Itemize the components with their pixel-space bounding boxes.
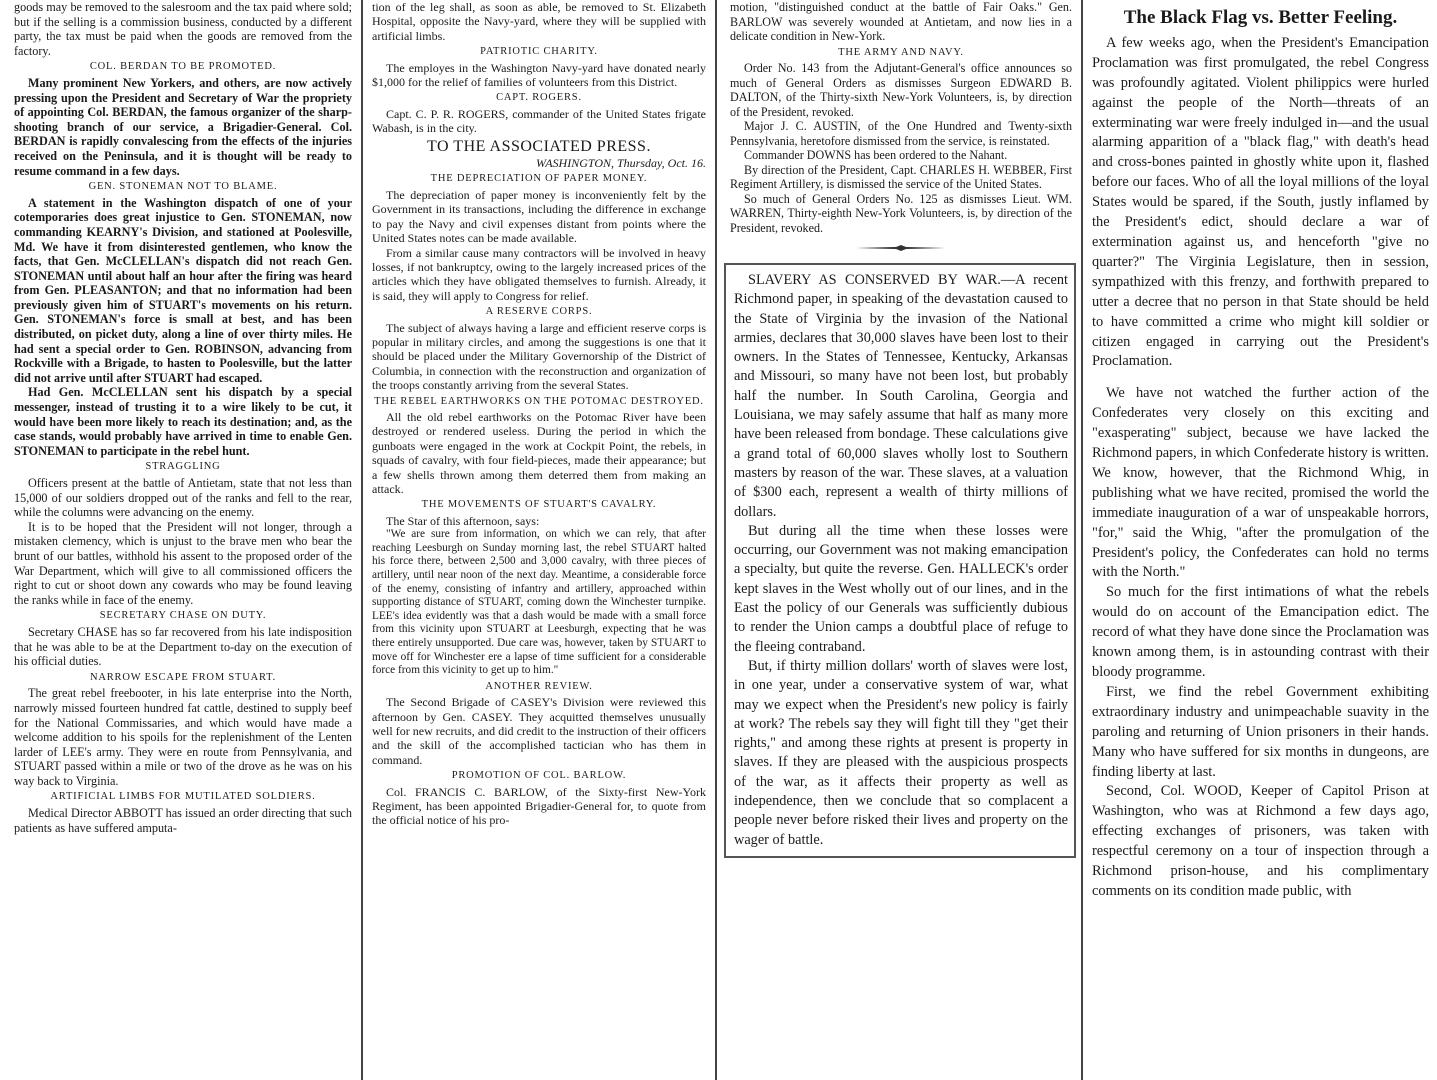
headline: CAPT. ROGERS.: [496, 92, 582, 104]
paragraph: Had Gen. McCLELLAN sent his dispatch by a special messenger, instead of trusting it to a wire likely to be cut, it would have been more likely to reach its destination; and, as the case stands, would probably have arrived in time to enable Gen. STONEMAN to participate in the rebel hunt.: [14, 385, 352, 458]
headline: PROMOTION OF COL. BARLOW.: [451, 770, 627, 782]
headline: A RESERVE CORPS.: [485, 306, 593, 318]
headline: STRAGGLING: [145, 461, 221, 473]
paragraph: A few weeks ago, when the President's Emancipation Proclamation was first promulgated, the rebel Congress was profoundly agitated. Violent philippics were hurled against the people of the North—threats of an exterminating war were freely indulged in—and the usual alarming apparition of a "black flag," with death's head and cross-bones painted in ghostly white upon it, flashed before our faces. Who of all the loyal millions of the loyal States would be spared, if the South, justly inflamed by the President's edict, should declare a war of extermination against us, and henceforth "give no quarter?" The Virginia Legislature, then in session, sympathized with this frenzy, and forthwith prepared to utter a decree that no person in that State should be held to have committed a crime who might kill soldier or citizen engaged in carrying out the President's Proclamation.: [1092, 34, 1429, 370]
paragraph: The depreciation of paper money is inconveniently felt by the Government in its transactions, including the difference in exchange to pay the Navy and civil expenses distant from points where the United States notes can be made available.: [372, 187, 706, 246]
paragraph: Commander DOWNS has been ordered to the Nahant.: [744, 148, 1008, 162]
paragraph: But, if thirty million dollars' worth of slaves were lost, in one year, under a conservative system of war, what may we expect when the President's new policy is fairly at work? The rebels say they will fight till they "get their rights," and among these rights at present is property in slaves. If they are pleased with the auspicious prospects of the war, as it affects their property as well as independence, then we conclude that so complacent a people never before risked their lives and property on the wager of battle.: [734, 657, 1068, 848]
article-title: The Black Flag vs. Better Feeling.: [1123, 7, 1398, 28]
paragraph: So much for the first intimations of what the rebels would do on account of the Emancipation edict. The record of what they have done since the Proclamation was known among them, is in astounding contrast with their bloody programme.: [1092, 584, 1429, 680]
headline: SECRETARY CHASE ON DUTY.: [99, 610, 267, 622]
paragraph: A statement in the Washington dispatch of one of your cotemporaries does great injustice to Gen. STONEMAN, now commanding KEARNY's Division, and stationed at Poolesville, Md. We have it from disinterested gentlemen, who know the facts, that Gen. McCLELLAN's dispatch did not reach Gen. STONEMAN until about half an hour after the firing was heard from Gen. PLEASANTON; and that no information had been previously given him of STUART's movements on his return. Gen. STONEMAN's force is small at best, and has been distributed, on picket duty, along a line of over thirty miles. He had sent a special order to Gen. ROBINSON, advancing from Rockville with a Brigade, to hasten to Poolesville, but the latter did not arrive until after STUART had escaped.: [14, 195, 352, 385]
ornamental-separator: [730, 241, 1072, 249]
column-4: [1084, 0, 1437, 1080]
paragraph: First, we find the rebel Government exhibiting extraordinary industry and unimpeachable suavity in the paroling and returning of Union prisoners in their hands. Many who have suffered for six months in dungeons, are finding liberty at last.: [1092, 683, 1429, 780]
boxed-article: [724, 263, 1076, 858]
headline: ARTIFICIAL LIMBS FOR MUTILATED SOLDIERS.: [50, 791, 316, 803]
paragraph: goods may be removed to the salesroom and the tax paid where sold; but if the selling is a commission business, conducted by a different party, the tax must be paid when the goods are removed from the factory.: [14, 0, 352, 58]
column-1: [0, 0, 360, 1080]
column-rule: [715, 0, 717, 1080]
paragraph: The Second Brigade of CASEY's Division were reviewed this afternoon by Gen. CASEY. They acquitted themselves unusually well for new recruits, and did credit to the instruction of their officers and the skill of the accomplished tactician who has them in command.: [372, 695, 706, 767]
headline: THE ARMY AND NAVY.: [838, 46, 964, 58]
paragraph: Second, Col. WOOD, Keeper of Capitol Prison at Washington, who was at Richmond a few days ago, effecting exchanges of prisoners, was taken with respectful ceremony on a tour of inspection through a Richmond prison-house, and his complimentary comments on its condition made public, with: [1092, 783, 1429, 899]
headline: THE REBEL EARTHWORKS ON THE POTOMAC DESTROYED.: [374, 395, 704, 407]
paragraph: By direction of the President, Capt. CHARLES H. WEBBER, First Regiment Artillery, is dismissed the service of the United States.: [730, 162, 1072, 191]
column-rule: [361, 0, 363, 1080]
paragraph: motion, "distinguished conduct at the battle of Fair Oaks." Gen. BARLOW was severely wounded at Antietam, and now lies in a delicate condition in New-York.: [730, 0, 1072, 43]
paragraph: Major J. C. AUSTIN, of the One Hundred and Twenty-sixth Pennsylvania, heretofore dismissed from the service, is reinstated.: [730, 119, 1072, 148]
paragraph: Col. FRANCIS C. BARLOW, of the Sixty-first New-York Regiment, has been appointed Brigadier-General for, to quote from the official notice of his pro-: [372, 784, 706, 828]
headline: NARROW ESCAPE FROM STUART.: [89, 671, 277, 683]
paragraph: Many prominent New Yorkers, and others, are now actively pressing upon the President and Secretary of War the propriety of appointing Col. BERDAN, the famous organizer of the sharp-shooting branch of our service, a Brigadier-General. Col. BERDAN is rapidly convalescing from the effects of the injuries received on the Peninsula, and it is thought will be ready to resume command in a few days.: [14, 75, 352, 178]
headline: ANOTHER REVIEW.: [485, 680, 593, 692]
paragraph: Secretary CHASE has so far recovered from his late indisposition that he was able to be at the Department to-day on the execution of his official duties.: [14, 624, 352, 669]
paragraph: The Star of this afternoon, says:: [386, 513, 540, 528]
paragraph: So much of General Orders No. 125 as dismisses Lieut. WM. WARREN, Thirty-eighth New-York Volunteers, is, by direction of the President, revoked.: [730, 191, 1072, 235]
headline: PATRIOTIC CHARITY.: [480, 46, 598, 58]
section-headline: TO THE ASSOCIATED PRESS.: [427, 137, 651, 155]
paragraph: The great rebel freebooter, in his late enterprise into the North, narrowly missed fourteen hundred fat cattle, destined to supply beef for the National Commissaries, and which would have made a welcome addition to his spoils for the replenishment of the Lenten larder of LEE's army. They were en route from Pennsylvania, and STUART passed within a mile or two of the drove as he was on his way back to Virginia.: [14, 686, 352, 788]
headline: GEN. STONEMAN NOT TO BLAME.: [88, 181, 278, 193]
paragraph: But during all the time when these losses were occurring, our Government was not making emancipation a specialty, but quite the reverse. Gen. HALLECK's order kept slaves in the West wholly out of our lines, and in the East the policy of our Generals was sufficiently dubious to render the Union camps a doubtful place of refuge to the fleeing contraband.: [734, 522, 1068, 655]
paragraph: tion of the leg shall, as soon as able, be removed to St. Elizabeth Hospital, opposite the Navy-yard, where they will be supplied with artificial limbs.: [372, 0, 706, 43]
paragraph: Order No. 143 from the Adjutant-General's office announces so much of General Orders as dismisses Surgeon EDWARD B. DALTON, of the Thirty-sixth New-York Volunteers, is, by direction of the President, revoked.: [730, 61, 1072, 119]
headline: COL. BERDAN TO BE PROMOTED.: [89, 61, 277, 73]
spacer: [1092, 372, 1429, 384]
paragraph: All the old rebel earthworks on the Potomac River have been destroyed or rendered useless. During the period in which the gunboats were engaged in the work at Cockpit Point, the rebels, in squads of cavalry, with four field-pieces, made their appearance; but a few shells thrown among them deterred them from making an attack.: [372, 409, 706, 496]
paragraph: Medical Director ABBOTT has issued an order directing that such patients as have suffered amputa-: [14, 806, 352, 835]
dateline: WASHINGTON, Thursday, Oct. 16.: [536, 156, 706, 171]
column-rule: [1081, 0, 1083, 1080]
paragraph: The subject of always having a large and efficient reserve corps is popular in military circles, and among the suggestions is one that it should be placed under the Military Governorship of the District of Columbia, in connection with the reconstruction and organization of the troops constantly arriving from the several States.: [372, 320, 706, 393]
paragraph: Capt. C. P. R. ROGERS, commander of the United States frigate Wabash, is in the city.: [372, 106, 706, 136]
headline: THE MOVEMENTS OF STUART'S CAVALRY.: [421, 499, 657, 511]
paragraph: Officers present at the battle of Antietam, state that not less than 15,000 of our soldiers dropped out of the ranks and fell to the rear, while the columns were advancing on the enemy.: [14, 476, 352, 520]
paragraph: SLAVERY AS CONSERVED BY WAR.—A recent Richmond paper, in speaking of the devastation caused to the State of Virginia by the invasion of the National armies, declares that 30,000 slaves have been lost to their owners. In the States of Tennessee, Kentucky, Arkansas and Missouri, so many have not been lost, but probably half the number. In South Carolina, Georgia and Louisiana, we may safely assume that half as many more have been released from bondage. These calculations give a grand total of 60,000 slaves wholly lost to Southern masters by reason of the war. These slaves, at a valuation of $300 each, represent a wealth of thirty millions of dollars.: [734, 272, 1068, 520]
quoted-paragraph: "We are sure from information, on which we can rely, that after reaching Leesburgh on Sunday morning last, the rebel STUART halted his force there, between 2,500 and 3,000 cavalry, with three pieces of artillery, until near noon of the next day. Meantime, a considerable force of the enemy, consisting of infantry and artillery, approached within supporting distance of STUART, coming down the Winchester turnpike. LEE's idea evidently was that a dash would be made with a small force from this vicinity upon STUART at Leesburgh, expecting that he was there entirely unsupported. Due care was, however, taken by STUART to move off for Winchester ere a lapse of time sufficient for a considerable force from this vicinity to get up to him.": [372, 528, 706, 677]
headline: THE DEPRECIATION OF PAPER MONEY.: [430, 173, 648, 185]
dash-ornament-icon: [856, 244, 946, 252]
paragraph: From a similar cause many contractors will be involved in heavy losses, if not bankruptcy, owing to the largely increased prices of the articles which they have obligated themselves to furnish. Already, it is said, they will apply to Congress for relief.: [372, 245, 706, 303]
paragraph: The employes in the Washington Navy-yard have donated nearly $1,000 for the relief of families of volunteers from this District.: [372, 60, 706, 90]
column-2: [364, 0, 714, 1080]
column-3: [718, 0, 1080, 1080]
paragraph: We have not watched the further action of the Confederates very closely on this exciting and "exasperating" subject, because we have lacked the Richmond papers, in which Confederate history is written. We know, however, that the Richmond Whig, in publishing what we have recited, promised the world the immediate inauguration of a war of unspeakable horrors, "for," said the Whig, "after the promulgation of the President's policy, the Confederates can hold no terms with the North.": [1092, 385, 1429, 581]
paragraph: It is to be hoped that the President will not longer, through a mistaken clemency, which is unjust to the brave men who bear the brunt of our battles, withhold his assent to the proposed order of the War Department, which will give to all commissioned officers the right to cut or shoot down any cowards who may be found leaving the ranks while in face of the enemy.: [14, 519, 352, 607]
